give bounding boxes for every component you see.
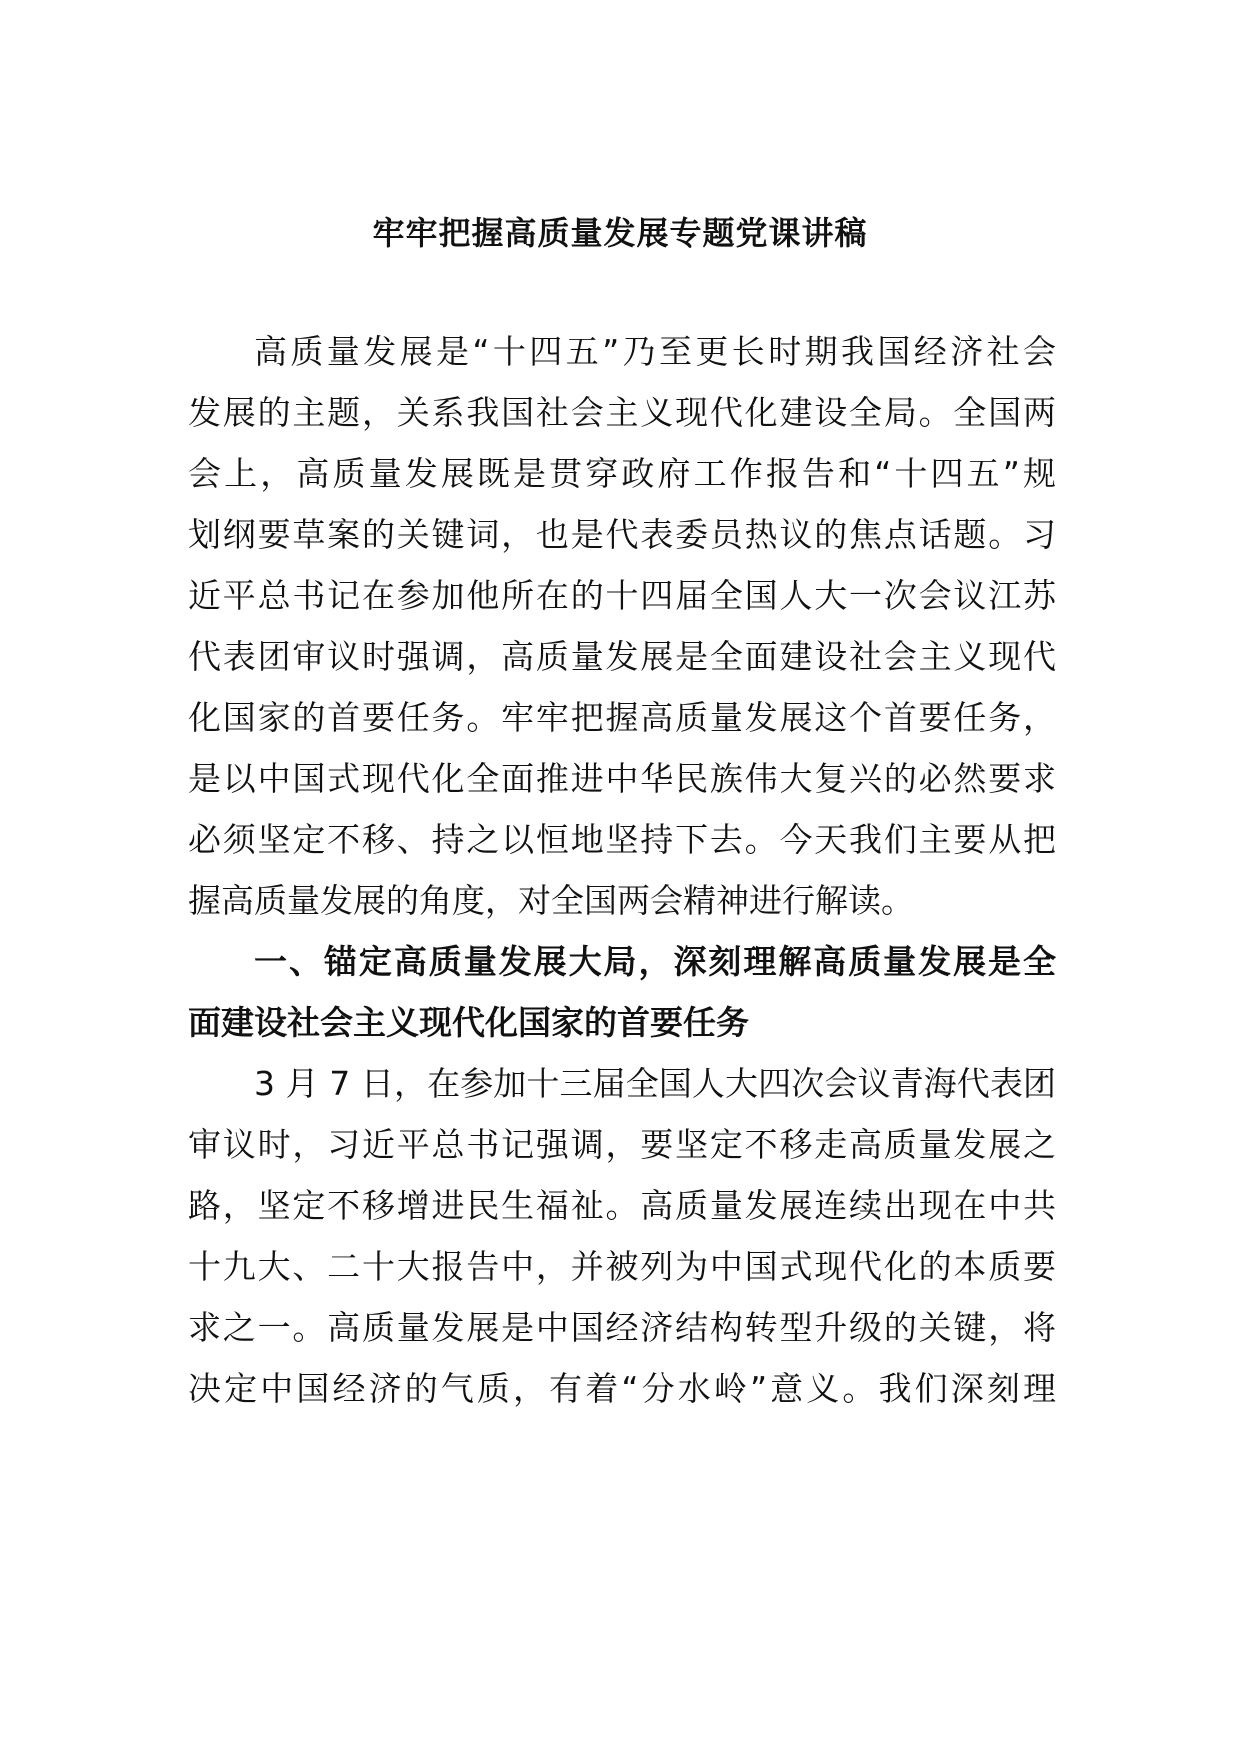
paragraph-line: 决定中国经济的气质，有着“分水岭”意义。我们深刻理 [188, 1369, 1056, 1408]
paragraph-line: 握高质量发展的角度，对全国两会精神进行解读。 [188, 881, 914, 920]
paragraph-line: 划纲要草案的关键词，也是代表委员热议的焦点话题。习 [188, 515, 1056, 554]
paragraph-line: 化国家的首要任务。牢牢把握高质量发展这个首要任务， [188, 698, 1056, 737]
paragraph-line: 十九大、二十大报告中，并被列为中国式现代化的本质要 [188, 1247, 1056, 1286]
paragraph-line: 近平总书记在参加他所在的十四届全国人大一次会议江苏 [188, 576, 1056, 615]
paragraph-line: 必须坚定不移、持之以恒地坚持下去。今天我们主要从把 [188, 820, 1056, 859]
section-heading-line: 面建设社会主义现代化国家的首要任务 [188, 1003, 749, 1042]
paragraph-line: 会上，高质量发展既是贯穿政府工作报告和“十四五”规 [188, 454, 1056, 493]
paragraph-line: 高质量发展是“十四五”乃至更长时期我国经济社会 [254, 332, 1056, 371]
paragraph-line: 审议时，习近平总书记强调，要坚定不移走高质量发展之 [188, 1125, 1056, 1164]
paragraph-line: 路，坚定不移增进民生福祉。高质量发展连续出现在中共 [188, 1186, 1056, 1225]
paragraph-line: 是以中国式现代化全面推进中华民族伟大复兴的必然要求 [188, 759, 1056, 798]
section-heading-line: 一、锚定高质量发展大局，深刻理解高质量发展是全 [254, 942, 1056, 981]
paragraph-line: 发展的主题，关系我国社会主义现代化建设全局。全国两 [188, 393, 1056, 432]
paragraph-line: 3 月 7 日，在参加十三届全国人大四次会议青海代表团 [254, 1064, 1056, 1103]
document-title: 牢牢把握高质量发展专题党课讲稿 [372, 214, 868, 252]
paragraph-line: 代表团审议时强调，高质量发展是全面建设社会主义现代 [188, 637, 1056, 676]
paragraph-line: 求之一。高质量发展是中国经济结构转型升级的关键，将 [188, 1308, 1056, 1347]
